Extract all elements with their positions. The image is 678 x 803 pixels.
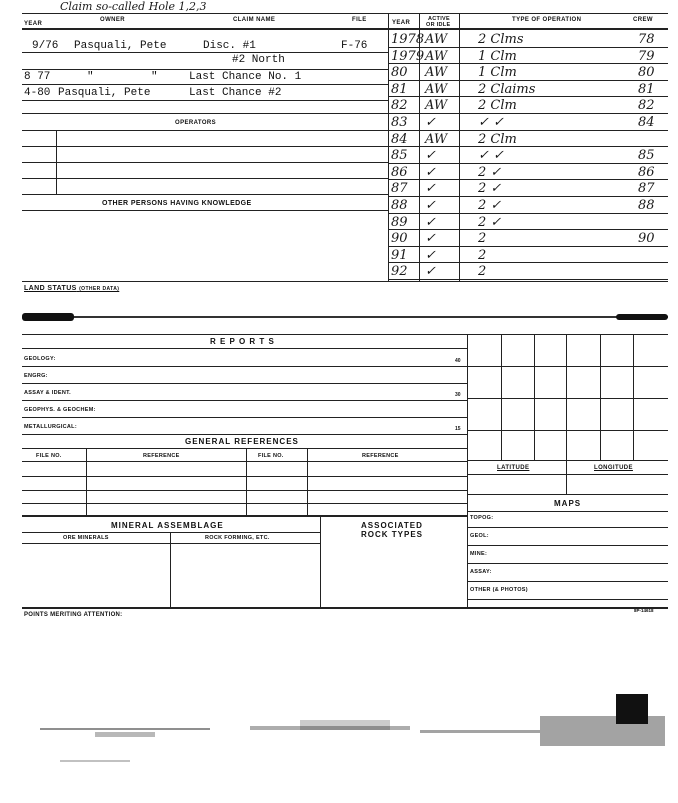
report-item-line [22,383,467,384]
ops-row-year: 88 [391,198,408,213]
claim-row-1-claim: Disc. #1 [203,40,256,52]
ops-row-line [388,113,668,114]
claim-row-1-year: 9/76 [32,40,59,52]
ops-row-line [388,163,668,164]
claim-row-4-claim: Last Chance #2 [189,87,282,99]
maps-item-label: GEOL: [470,533,489,539]
ops-row-type: 2 [478,231,487,247]
ops-row-active: AW [425,98,448,114]
operators-line-4 [22,178,388,179]
land-status-sub: (OTHER DATA) [79,286,120,292]
ops-row-crew: 88 [638,198,655,213]
operators-line-3 [22,162,388,163]
mineral-title-line [22,532,320,533]
ops-row-active: ✓ [425,198,436,213]
ops-row-active: ✓ [425,164,436,180]
claims-header-top-line [22,13,388,14]
latlong-divider [566,460,567,494]
ops-row-crew: 81 [638,81,655,97]
genref-line-3 [22,503,467,504]
land-status-title: LAND STATUS [24,285,77,292]
mineral-bottom-line [22,607,668,609]
ops-row-line [388,262,668,263]
report-item-line [22,400,467,401]
ops-row-type: 2 ✓ [478,214,502,230]
genref-title-line [22,448,467,449]
report-item-line [22,417,467,418]
ops-row-type: 2 [478,264,487,280]
ops-row-type: 1 Clm [478,48,517,64]
genref-col-3 [307,448,308,515]
maps-item-line [467,599,668,600]
claim-row-1-owner: Pasquali, Pete [74,40,167,52]
ops-row-active: ✓ [425,247,436,263]
claim-row-2-claim: #2 North [232,54,285,66]
ops-row-year: 92 [391,264,408,280]
report-item-label: GEOLOGY: [24,356,56,362]
ops-row-line [388,279,668,280]
genref-header-file-no: FILE NO. [36,453,62,459]
ops-row-crew: 79 [638,48,655,64]
grid-row-line [467,398,668,399]
header-file: FILE [352,17,367,23]
maps-item-line [467,563,668,564]
points-meriting-attention-label: POINTS MERITING ATTENTION: [24,612,123,618]
ops-row-line [388,246,668,247]
ops-row-type: ✓ ✓ [478,148,504,164]
claim-row-1-underline [22,52,388,53]
ops-row-active: AW [425,65,448,81]
ops-row-line [388,80,668,81]
form-code: 8P-14618 [634,608,654,613]
ops-row-line [388,179,668,180]
land-status-bottom-rule [22,316,668,318]
genref-header-line [22,461,467,462]
operators-line-2 [22,146,388,147]
grid-col-line [501,334,502,460]
ops-row-year: 90 [391,231,408,247]
ops-row-crew: 86 [638,164,655,180]
maps-item-line [467,545,668,546]
ops-row-crew: 84 [638,115,655,130]
ops-row-crew: 87 [638,181,655,197]
ops-row-year: 91 [391,247,408,263]
ops-row-year: 84 [391,131,408,147]
maps-item-label: MINE: [470,551,488,557]
ops-row-crew: 90 [638,231,655,247]
ops-row-type: 2 Claims [478,81,536,97]
ops-row-active: AW [425,48,448,64]
operations-top-line [388,13,668,14]
scan-noise [0,690,678,770]
report-item-label: ASSAY & IDENT. [24,390,71,396]
ops-row-active: AW [425,81,448,97]
maps-title: MAPS [554,499,582,508]
associated-line-1: ASSOCIATED [361,521,423,530]
genref-line-2 [22,490,467,491]
ops-row-year: 86 [391,164,408,180]
operations-header-bottom-line [388,28,668,30]
ops-row-year: 80 [391,65,408,81]
report-item-line [22,366,467,367]
claim-row-3-claim: Last Chance No. 1 [189,71,302,83]
claim-row-4-owner: Pasquali, Pete [58,87,151,99]
ops-row-type: 1 Clm [478,65,517,81]
claim-row-1-file: F-76 [341,40,368,52]
ops-row-type: 2 Clm [478,131,517,147]
ops-header-active: ACTIVE [428,16,450,22]
reports-title-line [22,348,467,349]
ops-row-type: 2 Clm [478,98,517,114]
ops-row-crew: 78 [638,32,655,47]
header-claim-name: CLAIM NAME [233,17,276,23]
ops-row-type: 2 ✓ [478,198,502,213]
ops-row-year: 81 [391,81,408,97]
mineral-top-line [22,515,467,517]
grid-row-line [467,366,668,367]
grid-col-line [566,334,567,460]
header-year: YEAR [24,21,43,27]
maps-title-line [467,511,668,512]
ops-row-line [388,63,668,64]
genref-header-reference-2: REFERENCE [362,453,399,459]
genref-col-1 [86,448,87,515]
claim-row-3-year: 8 77 [24,71,51,83]
ops-row-line [388,96,668,97]
maps-item-label: TOPOG: [470,515,494,521]
maps-item-label: OTHER (& PHOTOS) [470,587,528,593]
ops-row-type: 2 ✓ [478,164,502,180]
latitude-label: LATITUDE [497,465,530,471]
rock-forming-header: ROCK FORMING, ETC. [205,535,270,541]
ops-row-year: 85 [391,148,408,164]
ops-row-year: 89 [391,214,408,230]
maps-top-line [467,494,668,495]
smudge-right [616,314,668,320]
other-persons-label: OTHER PERSONS HAVING KNOWLEDGE [102,200,252,207]
claim-row-3-owner-ditto-2: " [151,71,158,83]
ops-header-year: YEAR [392,20,411,26]
right-panel-left-border [467,334,468,607]
ops-row-year: 87 [391,181,408,197]
grid-col-line [600,334,601,460]
reports-title: R E P O R T S [210,337,275,346]
report-item-label: GEOPHYS. & GEOCHEM: [24,407,96,413]
top-handwritten-note: Claim so-called Hole 1,2,3 [60,0,207,13]
ops-row-active: AW [425,32,448,47]
longitude-label: LONGITUDE [594,465,633,471]
ops-row-line [388,213,668,214]
ops-header-or-idle: OR IDLE [426,22,451,28]
maps-item-label: ASSAY: [470,569,492,575]
general-references-title: GENERAL REFERENCES [185,437,299,446]
ops-row-line [388,229,668,230]
ops-row-line [388,47,668,48]
ops-row-crew: 80 [638,65,655,81]
black-square-mark [616,694,648,724]
ops-row-year: 1978 [391,32,425,47]
grid-col-line [534,334,535,460]
ops-row-type: 2 Clms [478,32,524,47]
land-status-label [24,285,119,292]
ops-header-crew: CREW [633,17,653,23]
ops-row-active: ✓ [425,264,436,280]
grid-col-line [633,334,634,460]
ops-row-year: 82 [391,98,408,114]
grid-row-line [467,430,668,431]
genref-header-file-no-2: FILE NO. [258,453,284,459]
ops-row-active: ✓ [425,214,436,230]
ops-row-crew: 82 [638,98,655,114]
ops-row-active: AW [425,131,448,147]
genref-line-1 [22,476,467,477]
report-item-num: 15 [455,426,461,432]
claim-row-4-underline [22,100,388,101]
claim-row-2-underline [22,69,388,70]
ops-row-type: 2 ✓ [478,181,502,197]
grid-row-line [467,460,668,461]
claim-row-3-owner-ditto: " [87,71,94,83]
ops-row-active: ✓ [425,231,436,247]
latlong-line [467,474,668,475]
associated-col-divider [320,515,321,607]
mineral-header-line [22,543,320,544]
operators-label: OPERATORS [175,120,217,126]
ore-minerals-header: ORE MINERALS [63,535,109,541]
reports-top-line [22,334,668,335]
report-item-label: ENGRG: [24,373,48,379]
ops-row-year: 83 [391,115,408,130]
land-status-top-line [22,281,668,282]
report-item-line [22,434,467,435]
report-item-num: 40 [455,358,461,364]
claim-row-3-underline [22,84,388,85]
claims-header-bottom-line [22,28,388,30]
claim-row-5-underline [22,113,388,114]
genref-header-reference: REFERENCE [143,453,180,459]
ops-row-line [388,196,668,197]
claim-row-4-year: 4-80 [24,87,51,99]
operators-left-tick [56,130,57,194]
genref-col-2 [246,448,247,515]
ops-row-line [388,130,668,131]
maps-item-line [467,527,668,528]
ops-row-type: ✓ ✓ [478,115,504,130]
ops-header-type: TYPE OF OPERATION [512,17,582,23]
maps-item-line [467,581,668,582]
ops-row-active: ✓ [425,148,436,164]
ops-row-crew: 85 [638,148,655,164]
associated-line-2: ROCK TYPES [361,530,424,539]
ops-row-year: 1979 [391,48,425,64]
ops-row-line [388,146,668,147]
other-persons-line [22,210,388,211]
ops-row-type: 2 [478,247,487,263]
report-item-label: METALLURGICAL: [24,424,77,430]
mineral-assemblage-title: MINERAL ASSEMBLAGE [111,521,224,530]
operators-line-1 [22,130,388,131]
report-item-num: 30 [455,392,461,398]
operators-line-5 [22,194,388,195]
header-owner: OWNER [100,17,125,23]
ops-row-active: ✓ [425,115,436,130]
mineral-col-divider [170,532,171,607]
smudge-left [22,313,74,321]
ops-row-active: ✓ [425,181,436,197]
